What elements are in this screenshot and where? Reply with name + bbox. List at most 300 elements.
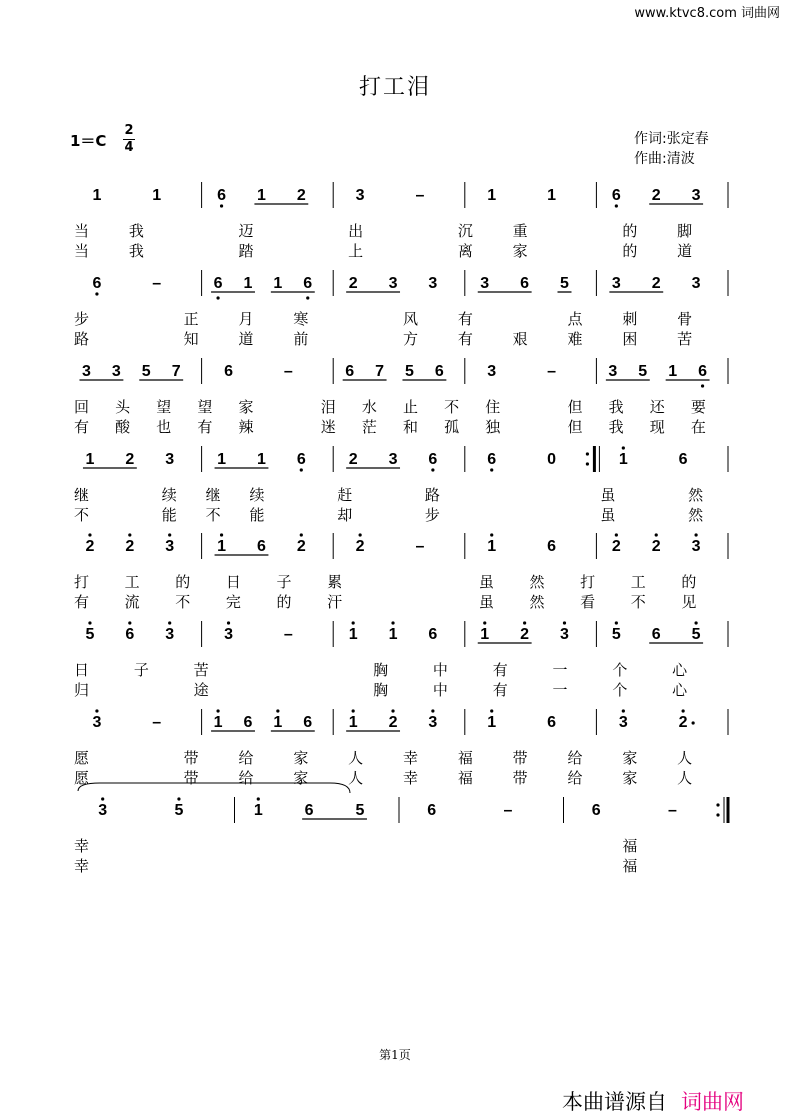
lyric-char: 有 bbox=[457, 310, 473, 328]
lyric-char: 泪 bbox=[320, 398, 336, 416]
note: 2 bbox=[651, 187, 661, 204]
note: 3 bbox=[608, 363, 618, 380]
octave-dot bbox=[352, 621, 355, 624]
lyric-char: 迷 bbox=[320, 418, 336, 436]
lyric-char: 心 bbox=[672, 681, 688, 699]
octave-dot bbox=[490, 709, 493, 712]
note: 6 bbox=[303, 714, 313, 731]
note: 5 bbox=[560, 275, 569, 292]
octave-dot bbox=[615, 533, 618, 536]
lyric-char: 能 bbox=[249, 506, 265, 524]
note: 1 bbox=[480, 626, 490, 643]
site-label: www.ktvc8.com 词曲网 bbox=[634, 6, 780, 21]
lyric-char: 赶 bbox=[337, 486, 353, 504]
note: 6 bbox=[303, 275, 313, 292]
octave-dot bbox=[431, 468, 434, 471]
note: 6 bbox=[611, 187, 621, 204]
dash-symbol: – bbox=[547, 363, 556, 380]
lyric-char: 我 bbox=[128, 222, 144, 240]
note: 3 bbox=[98, 802, 108, 819]
note: 3 bbox=[487, 363, 497, 380]
note: 6 bbox=[427, 802, 437, 819]
note: 3 bbox=[691, 538, 701, 555]
octave-dot bbox=[694, 621, 697, 624]
octave-dot bbox=[227, 621, 230, 624]
octave-dot bbox=[483, 621, 486, 624]
octave-dot bbox=[391, 709, 394, 712]
lyric-char: 给 bbox=[238, 769, 254, 787]
lyric-char: 人 bbox=[677, 749, 693, 767]
note: 2 bbox=[651, 538, 661, 555]
lyric-char: 风 bbox=[403, 310, 419, 328]
lyric-char: 步 bbox=[74, 310, 90, 328]
note: 6 bbox=[678, 451, 688, 468]
lyric-char: 水 bbox=[361, 398, 377, 416]
lyric-char: 给 bbox=[567, 749, 583, 767]
note: 3 bbox=[618, 714, 628, 731]
note: 1 bbox=[213, 714, 223, 731]
octave-dot bbox=[622, 446, 625, 449]
lyric-char: 和 bbox=[403, 418, 419, 436]
lyric-char: 人 bbox=[348, 749, 364, 767]
note: 3 bbox=[388, 451, 398, 468]
lyric-char: 的 bbox=[175, 573, 191, 591]
octave-dot bbox=[128, 621, 131, 624]
lyric-char: 但 bbox=[567, 418, 583, 436]
lyricist-credit: 作词:张定春 bbox=[634, 131, 709, 147]
note: 2 bbox=[388, 714, 398, 731]
note: 3 bbox=[480, 275, 490, 292]
lyric-char: 然 bbox=[529, 573, 545, 591]
lyric-char: 带 bbox=[183, 769, 199, 787]
lyric-char: 方 bbox=[403, 330, 419, 348]
octave-dot bbox=[216, 709, 219, 712]
lyric-char: 幸 bbox=[403, 769, 419, 787]
lyric-char: 中 bbox=[432, 681, 448, 699]
lyric-char: 有 bbox=[457, 330, 473, 348]
note: 1 bbox=[152, 187, 162, 204]
lyric-char: 当 bbox=[74, 222, 90, 240]
note: 2 bbox=[651, 275, 661, 292]
octave-dot bbox=[300, 468, 303, 471]
note: 6 bbox=[487, 451, 497, 468]
lyric-char: 带 bbox=[512, 749, 528, 767]
lyric-char: 家 bbox=[238, 398, 254, 416]
lyric-char: 带 bbox=[512, 769, 528, 787]
note: 6 bbox=[243, 714, 253, 731]
lyric-char: 虽 bbox=[478, 573, 494, 591]
lyric-char: 步 bbox=[424, 506, 440, 524]
note: 6 bbox=[304, 802, 314, 819]
lyric-char: 不 bbox=[205, 506, 221, 524]
lyric-char: 有 bbox=[74, 593, 90, 611]
lyric-char: 家 bbox=[622, 769, 638, 787]
lyric-char: 独 bbox=[485, 418, 501, 436]
lyric-char: 续 bbox=[161, 486, 177, 504]
lyric-char: 工 bbox=[124, 573, 140, 591]
note: 0 bbox=[547, 451, 556, 468]
note: 6 bbox=[296, 451, 306, 468]
note: 6 bbox=[547, 538, 556, 555]
lyric-char: 有 bbox=[492, 681, 508, 699]
note: 3 bbox=[165, 538, 175, 555]
note: 3 bbox=[82, 363, 91, 380]
source-prefix: 本曲谱源自 bbox=[562, 1090, 667, 1114]
note: 2 bbox=[85, 538, 95, 555]
lyric-char: 月 bbox=[238, 310, 254, 328]
lyric-char: 人 bbox=[677, 769, 693, 787]
note: 3 bbox=[560, 626, 569, 643]
octave-dot bbox=[490, 468, 493, 471]
lyric-char: 回 bbox=[74, 398, 90, 416]
note: 3 bbox=[691, 187, 701, 204]
page-number: 第1页 bbox=[379, 1048, 411, 1062]
octave-dot bbox=[490, 533, 493, 536]
composer-credit: 作曲:清波 bbox=[634, 151, 695, 167]
note: 6 bbox=[547, 714, 556, 731]
note: 2 bbox=[348, 275, 358, 292]
lyric-char: 福 bbox=[457, 769, 473, 787]
lyric-char: 头 bbox=[115, 398, 131, 416]
note: 3 bbox=[388, 275, 398, 292]
lyric-char: 幸 bbox=[74, 837, 90, 855]
lyric-char: 正 bbox=[183, 310, 199, 328]
octave-dot bbox=[701, 384, 704, 387]
lyric-char: 有 bbox=[74, 418, 90, 436]
note: 2 bbox=[296, 187, 306, 204]
note: 1 bbox=[253, 802, 263, 819]
lyric-char: 有 bbox=[492, 661, 508, 679]
note: 3 bbox=[165, 626, 175, 643]
note: 5 bbox=[355, 802, 365, 819]
octave-dot bbox=[95, 292, 98, 295]
note: 6 bbox=[434, 363, 444, 380]
note: 5 bbox=[405, 363, 414, 380]
source-credit bbox=[562, 1086, 744, 1116]
lyric-char: 给 bbox=[238, 749, 254, 767]
lyric-char: 幸 bbox=[403, 749, 419, 767]
note: 3 bbox=[355, 187, 365, 204]
note: 1 bbox=[217, 451, 227, 468]
note: 1 bbox=[388, 626, 398, 643]
octave-dot bbox=[177, 797, 180, 800]
lyric-char: 寒 bbox=[293, 310, 309, 328]
repeat-dot bbox=[716, 813, 719, 816]
note: 1 bbox=[348, 626, 358, 643]
lyric-char: 不 bbox=[630, 593, 646, 611]
lyric-char: 日 bbox=[225, 573, 241, 591]
octave-dot bbox=[615, 621, 618, 624]
lyric-char: 当 bbox=[74, 242, 90, 260]
note: 2 bbox=[348, 451, 358, 468]
lyric-char: 的 bbox=[622, 222, 638, 240]
note: 1 bbox=[348, 714, 358, 731]
lyric-char: 但 bbox=[567, 398, 583, 416]
note: 3 bbox=[428, 714, 438, 731]
lyric-char: 途 bbox=[193, 681, 209, 699]
lyric-char: 上 bbox=[348, 242, 364, 260]
octave-dot bbox=[88, 621, 91, 624]
lyric-char: 苦 bbox=[677, 330, 693, 348]
lyric-char: 个 bbox=[612, 681, 628, 699]
lyric-char: 子 bbox=[276, 573, 292, 591]
note: 6 bbox=[92, 275, 102, 292]
time-signature-bottom: 4 bbox=[124, 140, 134, 155]
lyric-char: 愿 bbox=[74, 769, 90, 787]
octave-dot bbox=[682, 709, 685, 712]
octave-dot bbox=[694, 533, 697, 536]
note: 1 bbox=[85, 451, 95, 468]
lyric-char: 幸 bbox=[74, 857, 90, 875]
note: 5 bbox=[611, 626, 621, 643]
lyric-char: 打 bbox=[74, 573, 90, 591]
octave-dot bbox=[276, 709, 279, 712]
time-signature-top: 2 bbox=[124, 123, 134, 138]
note: 2 bbox=[611, 538, 621, 555]
lyric-char: 望 bbox=[197, 398, 213, 416]
lyric-char: 点 bbox=[567, 310, 583, 328]
lyric-char: 重 bbox=[512, 222, 528, 240]
dash-symbol: – bbox=[152, 275, 162, 292]
note: 5 bbox=[174, 802, 184, 819]
note: 2 bbox=[678, 714, 688, 731]
note: 3 bbox=[165, 451, 175, 468]
octave-dot bbox=[220, 204, 223, 207]
lyric-char: 然 bbox=[529, 593, 545, 611]
lyric-char: 愿 bbox=[74, 749, 90, 767]
lyric-char: 艰 bbox=[512, 330, 528, 348]
octave-dot bbox=[88, 533, 91, 536]
note: 6 bbox=[698, 363, 708, 380]
note: 1 bbox=[487, 714, 497, 731]
dash-symbol: – bbox=[667, 802, 677, 819]
lyric-char: 中 bbox=[432, 661, 448, 679]
note: 7 bbox=[375, 363, 385, 380]
lyric-char: 道 bbox=[677, 242, 693, 260]
note: 7 bbox=[171, 363, 181, 380]
note: 6 bbox=[217, 187, 227, 204]
repeat-dot bbox=[586, 452, 589, 455]
lyric-char: 心 bbox=[672, 661, 688, 679]
lyric-char: 却 bbox=[337, 506, 353, 524]
lyric-char: 茫 bbox=[361, 418, 377, 436]
octave-dot bbox=[359, 533, 362, 536]
lyric-char: 孤 bbox=[444, 418, 460, 436]
octave-dot bbox=[216, 296, 219, 299]
lyric-char: 胸 bbox=[373, 681, 389, 699]
octave-dot bbox=[306, 296, 309, 299]
lyric-char: 归 bbox=[74, 681, 90, 699]
octave-dot bbox=[95, 709, 98, 712]
repeat-dot bbox=[586, 462, 589, 465]
octave-dot bbox=[300, 533, 303, 536]
octave-dot bbox=[431, 709, 434, 712]
lyric-char: 一 bbox=[552, 661, 568, 679]
note: 6 bbox=[428, 451, 438, 468]
octave-dot bbox=[352, 709, 355, 712]
lyric-char: 虽 bbox=[600, 486, 616, 504]
lyric-char: 难 bbox=[567, 330, 583, 348]
note: 1 bbox=[217, 538, 227, 555]
lyric-char: 见 bbox=[681, 593, 697, 611]
lyric-char: 福 bbox=[457, 749, 473, 767]
note: 1 bbox=[547, 187, 556, 204]
octave-dot bbox=[101, 797, 104, 800]
lyric-char: 给 bbox=[567, 769, 583, 787]
lyric-char: 的 bbox=[276, 593, 292, 611]
lyric-char: 脚 bbox=[677, 222, 693, 240]
lyric-char: 道 bbox=[238, 330, 254, 348]
lyric-char: 子 bbox=[133, 661, 149, 679]
lyric-char: 沉 bbox=[457, 222, 473, 240]
key-signature: 1＝C bbox=[70, 132, 107, 150]
note: 3 bbox=[224, 626, 233, 643]
lyric-char: 家 bbox=[622, 749, 638, 767]
lyric-char: 带 bbox=[183, 749, 199, 767]
lyric-char: 不 bbox=[74, 506, 90, 524]
lyric-char: 然 bbox=[688, 506, 704, 524]
lyric-char: 家 bbox=[512, 242, 528, 260]
lyric-char: 住 bbox=[485, 398, 501, 416]
note: 1 bbox=[618, 451, 628, 468]
lyric-char: 出 bbox=[348, 222, 364, 240]
lyric-char: 虽 bbox=[478, 593, 494, 611]
note: 3 bbox=[611, 275, 621, 292]
source-brand: 词曲网 bbox=[681, 1090, 744, 1114]
note: 3 bbox=[92, 714, 102, 731]
lyric-char: 的 bbox=[681, 573, 697, 591]
lyric-char: 困 bbox=[622, 330, 638, 348]
note: 1 bbox=[243, 275, 253, 292]
octave-dot bbox=[615, 204, 618, 207]
note: 6 bbox=[520, 275, 530, 292]
lyric-char: 然 bbox=[688, 486, 704, 504]
dash-symbol: – bbox=[283, 626, 293, 643]
lyric-char: 我 bbox=[608, 398, 624, 416]
octave-dot bbox=[622, 709, 625, 712]
octave-dot bbox=[563, 621, 566, 624]
dash-symbol: – bbox=[152, 714, 162, 731]
note: 5 bbox=[691, 626, 701, 643]
lyric-char: 续 bbox=[249, 486, 265, 504]
note: 1 bbox=[92, 187, 102, 204]
dash-symbol: – bbox=[503, 802, 513, 819]
lyric-char: 家 bbox=[293, 749, 309, 767]
note: 6 bbox=[428, 626, 438, 643]
note: 3 bbox=[428, 275, 438, 292]
lyric-char: 刺 bbox=[622, 310, 638, 328]
note: 3 bbox=[691, 275, 701, 292]
lyric-char: 我 bbox=[608, 418, 624, 436]
note: 5 bbox=[141, 363, 151, 380]
note: 1 bbox=[256, 187, 266, 204]
note: 2 bbox=[296, 538, 306, 555]
note: 2 bbox=[520, 626, 530, 643]
lyric-char: 工 bbox=[630, 573, 646, 591]
note: 5 bbox=[85, 626, 95, 643]
note: 2 bbox=[125, 538, 135, 555]
lyric-char: 有 bbox=[197, 418, 213, 436]
note: 5 bbox=[638, 363, 648, 380]
octave-dot bbox=[391, 621, 394, 624]
lyric-char: 人 bbox=[348, 769, 364, 787]
lyric-char: 胸 bbox=[373, 661, 389, 679]
note: 1 bbox=[273, 714, 283, 731]
lyric-char: 能 bbox=[161, 506, 177, 524]
note: 1 bbox=[487, 187, 497, 204]
octave-dot bbox=[257, 797, 260, 800]
note: 2 bbox=[125, 451, 135, 468]
note: 6 bbox=[651, 626, 661, 643]
octave-dot bbox=[523, 621, 526, 624]
lyric-char: 要 bbox=[690, 398, 706, 416]
dash-symbol: – bbox=[283, 363, 293, 380]
note: 1 bbox=[273, 275, 283, 292]
repeat-dot bbox=[716, 803, 719, 806]
lyric-char: 不 bbox=[175, 593, 191, 611]
octave-dot bbox=[128, 533, 131, 536]
dash-symbol: – bbox=[415, 538, 425, 555]
note: 3 bbox=[111, 363, 121, 380]
lyric-char: 辣 bbox=[238, 418, 254, 436]
lyric-char: 一 bbox=[552, 681, 568, 699]
lyric-char: 流 bbox=[124, 593, 140, 611]
lyric-char: 踏 bbox=[238, 242, 254, 260]
lyric-char: 前 bbox=[293, 330, 309, 348]
note: 1 bbox=[668, 363, 678, 380]
octave-dot bbox=[220, 533, 223, 536]
lyric-char: 日 bbox=[74, 661, 90, 679]
note: 6 bbox=[125, 626, 135, 643]
duration-dot bbox=[692, 721, 695, 724]
lyric-char: 个 bbox=[612, 661, 628, 679]
lyric-char: 现 bbox=[649, 418, 665, 436]
lyric-char: 家 bbox=[293, 769, 309, 787]
note: 1 bbox=[487, 538, 497, 555]
lyric-char: 福 bbox=[622, 857, 638, 875]
lyric-char: 的 bbox=[622, 242, 638, 260]
note: 6 bbox=[213, 275, 223, 292]
lyric-char: 完 bbox=[225, 593, 241, 611]
lyric-char: 我 bbox=[128, 242, 144, 260]
lyric-char: 累 bbox=[327, 573, 343, 591]
octave-dot bbox=[655, 533, 658, 536]
lyric-char: 路 bbox=[424, 486, 440, 504]
lyric-char: 路 bbox=[74, 330, 90, 348]
lyric-char: 打 bbox=[580, 573, 596, 591]
lyric-char: 望 bbox=[156, 398, 172, 416]
lyric-char: 还 bbox=[649, 398, 665, 416]
note: 2 bbox=[355, 538, 365, 555]
note: 6 bbox=[345, 363, 355, 380]
note: 6 bbox=[591, 802, 601, 819]
lyric-char: 福 bbox=[622, 837, 638, 855]
note: 6 bbox=[224, 363, 233, 380]
lyric-char: 在 bbox=[690, 418, 706, 436]
lyric-char: 止 bbox=[403, 398, 419, 416]
lyric-char: 知 bbox=[183, 330, 199, 348]
slur-arc bbox=[78, 783, 350, 793]
lyric-char: 也 bbox=[156, 418, 172, 436]
lyric-char: 继 bbox=[205, 486, 221, 504]
lyric-char: 继 bbox=[74, 486, 90, 504]
note: 1 bbox=[256, 451, 266, 468]
lyric-char: 骨 bbox=[677, 310, 693, 328]
lyric-char: 汗 bbox=[327, 593, 343, 611]
dash-symbol: – bbox=[415, 187, 425, 204]
song-title: 打工泪 bbox=[358, 75, 431, 100]
lyric-char: 苦 bbox=[193, 661, 209, 679]
